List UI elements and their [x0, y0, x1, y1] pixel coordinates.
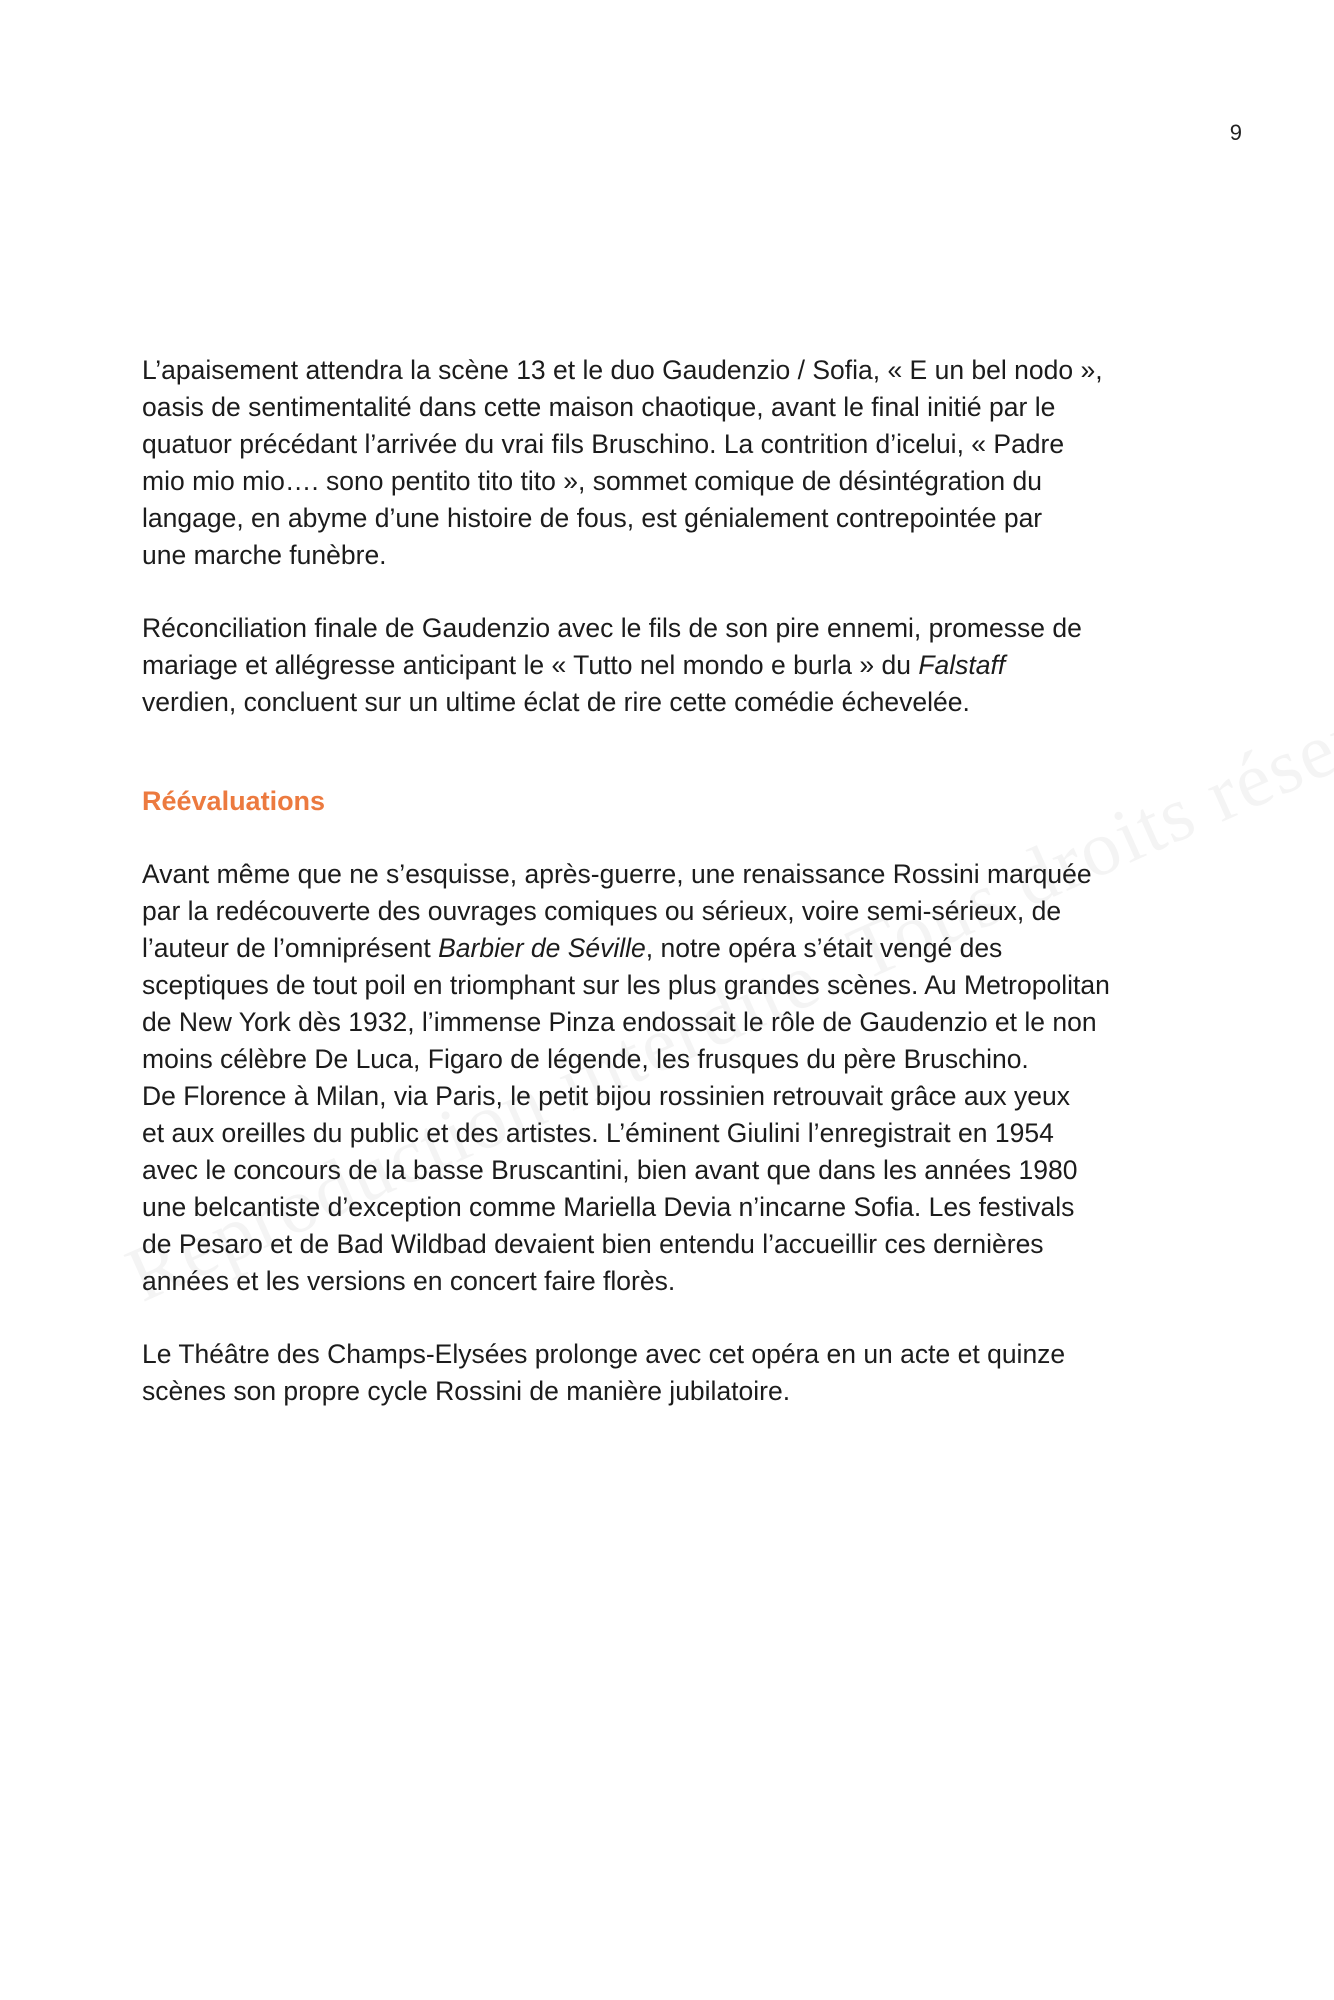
text-run: , notre opéra s’était vengé des — [645, 933, 1003, 963]
italic-title-falstaff: Falstaff — [918, 650, 1006, 680]
text-line — [142, 647, 1202, 684]
text-line: de Pesaro et de Bad Wildbad devaient bien entendu l’accueillir ces dernières — [142, 1229, 1044, 1259]
text-line — [142, 930, 1202, 967]
text-run: mariage et allégresse anticipant le « Tutto nel mondo e burla » du — [142, 650, 919, 680]
document-body — [142, 352, 1202, 1446]
paragraph-reconciliation — [142, 610, 1202, 721]
text-line: Le Théâtre des Champs-Elysées prolonge avec cet opéra en un acte et quinze — [142, 1339, 1066, 1369]
text-run: l’auteur de l’omniprésent — [142, 933, 439, 963]
text-line: quatuor précédant l’arrivée du vrai fils Bruschino. La contrition d’icelui, « Padre — [142, 429, 1065, 459]
text-line: langage, en abyme d’une histoire de fous, est génialement contrepointée par — [142, 503, 1043, 533]
text-line: oasis de sentimentalité dans cette maison chaotique, avant le final initié par le — [142, 392, 1056, 422]
text-line: et aux oreilles du public et des artistes. L’éminent Giulini l’enregistrait en 1954 — [142, 1118, 1054, 1148]
text-line: L’apaisement attendra la scène 13 et le duo Gaudenzio / Sofia, « E un bel nodo », — [142, 355, 1103, 385]
text-line: verdien, concluent sur un ultime éclat de rire cette comédie échevelée. — [142, 687, 970, 717]
paragraph-apaisement — [142, 352, 1202, 574]
paragraph-theatre — [142, 1336, 1202, 1410]
paragraph-reevaluations — [142, 856, 1202, 1300]
text-line: moins célèbre De Luca, Figaro de légende, les frusques du père Bruschino. — [142, 1044, 1029, 1074]
text-line: mio mio mio…. sono pentito tito tito », sommet comique de désintégration du — [142, 466, 1042, 496]
section-heading: Réévaluations — [142, 786, 326, 816]
text-line: de New York dès 1932, l’immense Pinza endossait le rôle de Gaudenzio et le non — [142, 1007, 1097, 1037]
page-number: 9 — [1229, 120, 1242, 145]
text-line: sceptiques de tout poil en triomphant sur les plus grandes scènes. Au Metropolitan — [142, 970, 1110, 1000]
text-line: Avant même que ne s’esquisse, après-guerre, une renaissance Rossini marquée — [142, 859, 1092, 889]
text-line: par la redécouverte des ouvrages comiques ou sérieux, voire semi-sérieux, de — [142, 896, 1062, 926]
text-line: une marche funèbre. — [142, 540, 387, 570]
text-line: De Florence à Milan, via Paris, le petit bijou rossinien retrouvait grâce aux yeux — [142, 1081, 1070, 1111]
text-line: années et les versions en concert faire florès. — [142, 1266, 676, 1296]
text-line: scènes son propre cycle Rossini de manière jubilatoire. — [142, 1376, 791, 1406]
text-line: une belcantiste d’exception comme Mariella Devia n’incarne Sofia. Les festivals — [142, 1192, 1075, 1222]
text-line: avec le concours de la basse Bruscantini, bien avant que dans les années 1980 — [142, 1155, 1078, 1185]
text-line: Réconciliation finale de Gaudenzio avec le fils de son pire ennemi, promesse de — [142, 613, 1082, 643]
italic-title-barbier: Barbier de Séville — [438, 933, 646, 963]
